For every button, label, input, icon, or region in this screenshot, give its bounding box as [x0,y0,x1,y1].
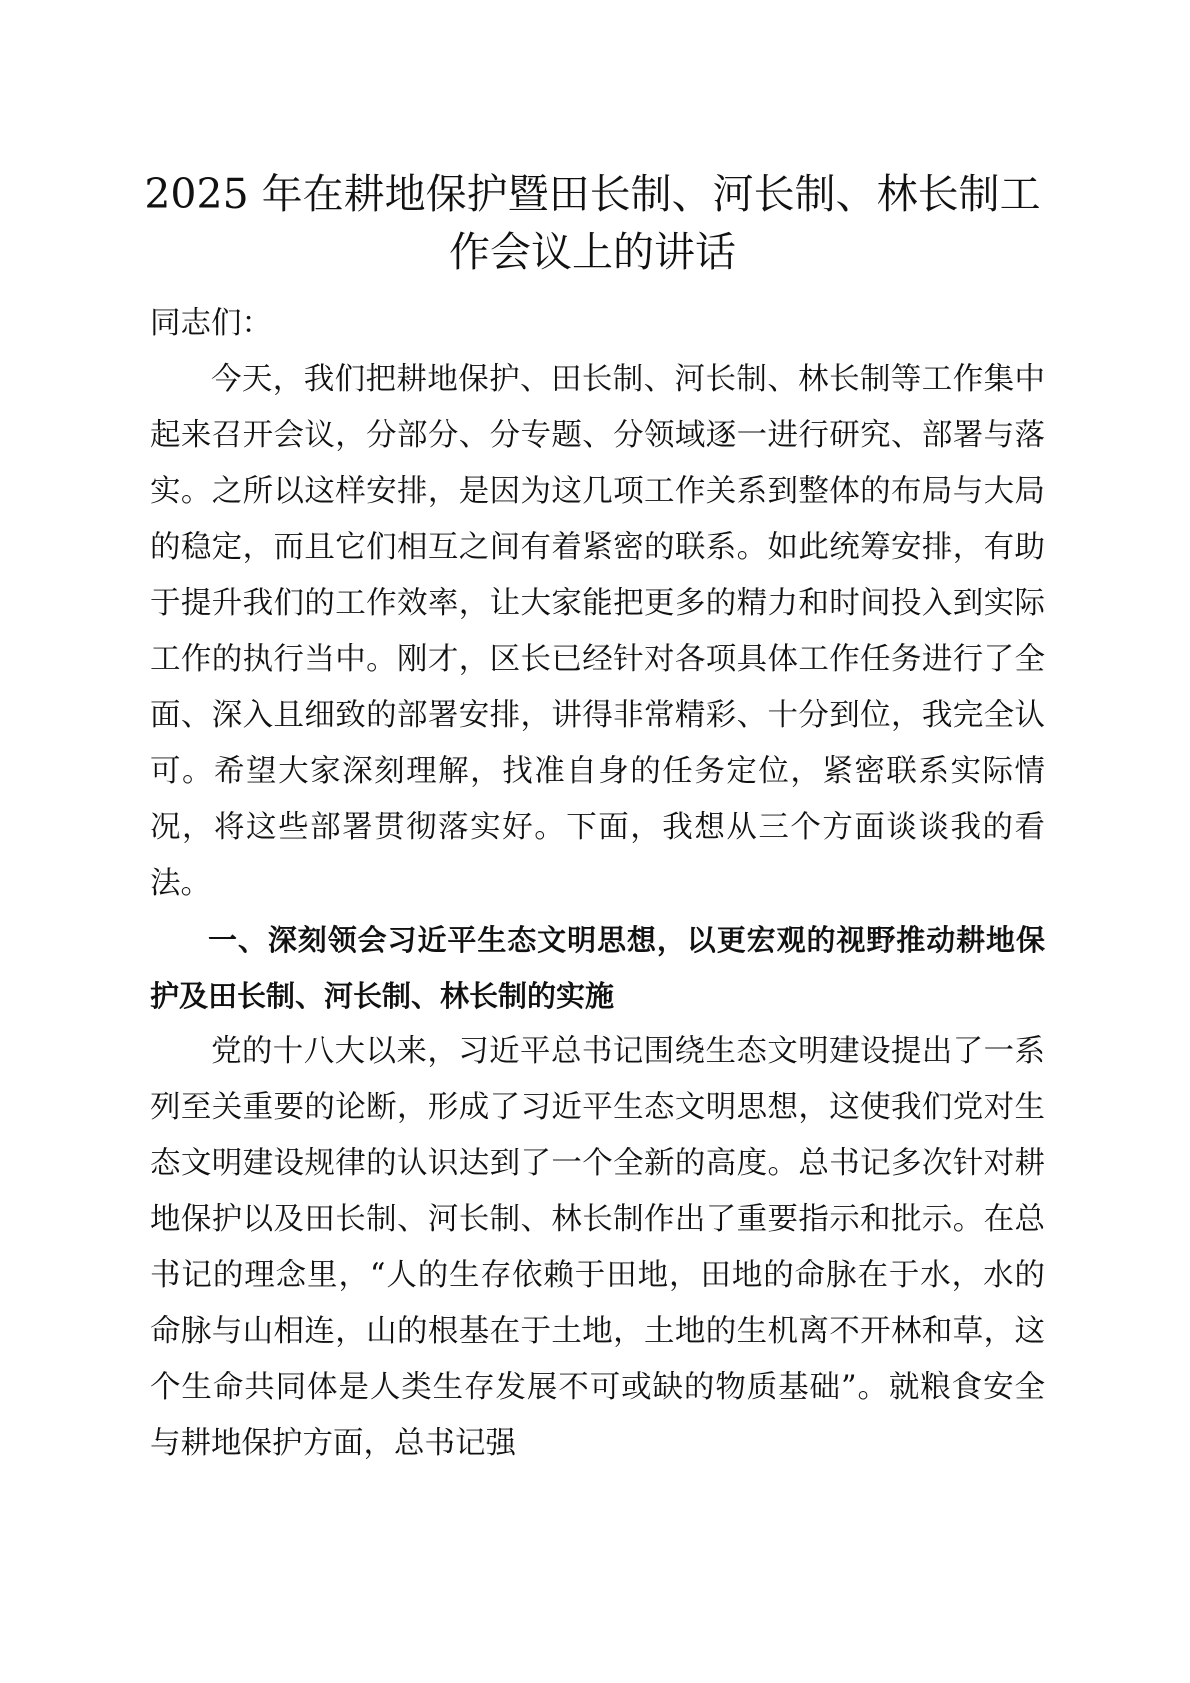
section-heading-1: 一、深刻领会习近平生态文明思想，以更宏观的视野推动耕地保护及田长制、河长制、林长制的实施 [150,923,1045,1013]
document-title: 2025 年在耕地保护暨田长制、河长制、林长制工作会议上的讲话 [144,170,1041,276]
paragraph-opening: 今天，我们把耕地保护、田长制、河长制、林长制等工作集中起来召开会议，分部分、分专题、分领域逐一进行研究、部署与落实。之所以这样安排，是因为这几项工作关系到整体的布局与大局的稳定，而且它们相互之间有着紧密的联系。如此统筹安排，有助于提升我们的工作效率，让大家能把更多的精力和时间投入到实际工作的执行当中。刚才，区长已经针对各项具体工作任务进行了全面、深入且细致的部署安排，讲得非常精彩、十分到位，我完全认可。希望大家深刻理解，找准自身的任务定位，紧密联系实际情况，将这些部署贯彻落实好。下面，我想从三个方面谈谈我的看法。 [150,362,1045,901]
paragraph-section-1: 党的十八大以来，习近平总书记围绕生态文明建设提出了一系列至关重要的论断，形成了习近平生态文明思想，这使我们党对生态文明建设规律的认识达到了一个全新的高度。总书记多次针对耕地保护以及田长制、河长制、林长制作出了重要指示和批示。在总书记的理念里，“人的生存依赖于田地，田地的命脉在于水，水的命脉与山相连，山的根基在于土地，土地的生机离不开林和草，这个生命共同体是人类生存发展不可或缺的物质基础”。就粮食安全与耕地保护方面，总书记强 [150,1034,1045,1461]
document-body [150,296,1045,1472]
salutation: 同志们： [150,306,272,341]
